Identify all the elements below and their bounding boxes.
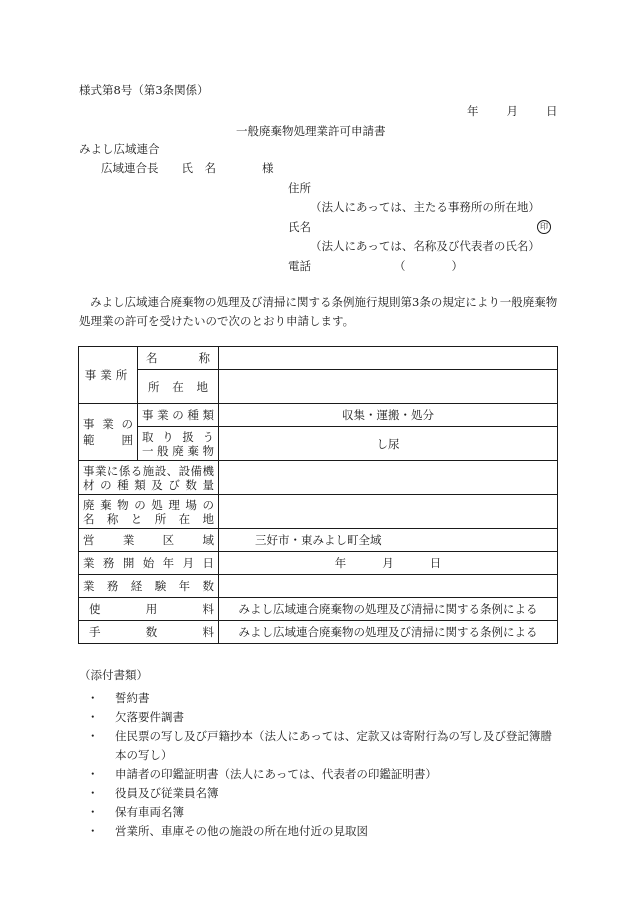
list-item: ・ 欠落要件調書 <box>87 708 557 727</box>
scope-label: 事業の 範囲 <box>79 404 138 461</box>
list-item: ・ 申請者の印鑑証明書（法人にあっては、代表者の印鑑証明書） <box>87 765 557 784</box>
attachments-list <box>87 689 557 841</box>
recipient-head: 広域連合長 氏 名 様 <box>101 161 274 175</box>
date-month: 月 <box>506 104 518 118</box>
name-note: （法人にあっては、名称及び代表者の氏名） <box>310 239 540 253</box>
experience-label: 業務経験年数 <box>79 575 219 598</box>
application-statement: みよし広域連合廃棄物の処理及び清掃に関する条例施行規則第3条の規定により一般廃棄物処理業の許可を受けたいので次のとおり申請します。 <box>79 295 558 328</box>
business-type-value: 収集・運搬・処分 <box>219 404 558 427</box>
business-area-value: 三好市・東みよし町全域 <box>219 529 558 552</box>
start-year: 年 <box>334 556 347 570</box>
bullet-icon: ・ <box>87 710 99 724</box>
start-date-label: 業務開始年月日 <box>79 552 219 575</box>
date-year: 年 <box>467 104 479 118</box>
facilities-label: 事業に係る施設、設備機 材の種類及び数量 <box>79 461 219 495</box>
business-area-label: 営業区域 <box>79 529 219 552</box>
seal-mark-icon: 印 <box>537 219 551 234</box>
phone-label: 電話 <box>288 259 311 273</box>
list-item: ・ 営業所、車庫その他の施設の所在地付近の見取図 <box>87 822 557 841</box>
waste-type-label: 取り扱う 一般廃棄物 <box>138 427 219 461</box>
bullet-icon: ・ <box>87 729 99 743</box>
bullet-icon: ・ <box>87 824 99 838</box>
office-location-label: 所在地 <box>138 370 219 404</box>
usage-fee-label: 使用料 <box>79 598 219 621</box>
bullet-icon: ・ <box>87 805 99 819</box>
address-note: （法人にあっては、主たる事務所の所在地） <box>310 200 540 214</box>
business-type-label: 事業の種類 <box>138 404 219 427</box>
office-label: 事業所 <box>79 347 138 404</box>
list-item: ・ 役員及び従業員名簿 <box>87 784 557 803</box>
disposal-site-value[interactable] <box>219 495 558 529</box>
phone-parens: （ ） <box>394 259 463 273</box>
bullet-icon: ・ <box>87 691 99 705</box>
bullet-icon: ・ <box>87 767 99 781</box>
attachments-heading: （添付書類） <box>79 668 148 682</box>
form-number: 様式第8号（第3条関係） <box>79 83 209 97</box>
office-location-value[interactable] <box>219 370 558 404</box>
waste-type-value: し尿 <box>219 427 558 461</box>
address-label: 住所 <box>288 181 311 195</box>
application-date <box>467 104 558 118</box>
list-item: ・ 保有車両名簿 <box>87 803 557 822</box>
experience-value[interactable] <box>219 575 558 598</box>
document-title: 一般廃棄物処理業許可申請書 <box>236 124 386 138</box>
list-item: ・ 住民票の写し及び戸籍抄本（法人にあっては、定款又は寄附行為の写し及び登記簿謄本の写し） <box>87 729 552 762</box>
name-label: 氏名 <box>288 220 311 234</box>
date-day: 日 <box>546 104 558 118</box>
list-item: ・ 誓約書 <box>87 689 557 708</box>
recipient-organization: みよし広域連合 <box>79 142 160 156</box>
office-name-value[interactable] <box>219 347 558 370</box>
fee-value: みよし広域連合廃棄物の処理及び清掃に関する条例による <box>219 621 558 644</box>
office-name-label: 名称 <box>138 347 219 370</box>
fee-label: 手数料 <box>79 621 219 644</box>
application-table <box>78 346 558 644</box>
disposal-site-label: 廃棄物の処理場の 名称と所在地 <box>79 495 219 529</box>
facilities-value[interactable] <box>219 461 558 495</box>
bullet-icon: ・ <box>87 786 99 800</box>
start-day: 日 <box>429 556 442 570</box>
start-month: 月 <box>382 556 394 570</box>
usage-fee-value: みよし広域連合廃棄物の処理及び清掃に関する条例による <box>219 598 558 621</box>
start-date-value[interactable] <box>219 552 558 575</box>
